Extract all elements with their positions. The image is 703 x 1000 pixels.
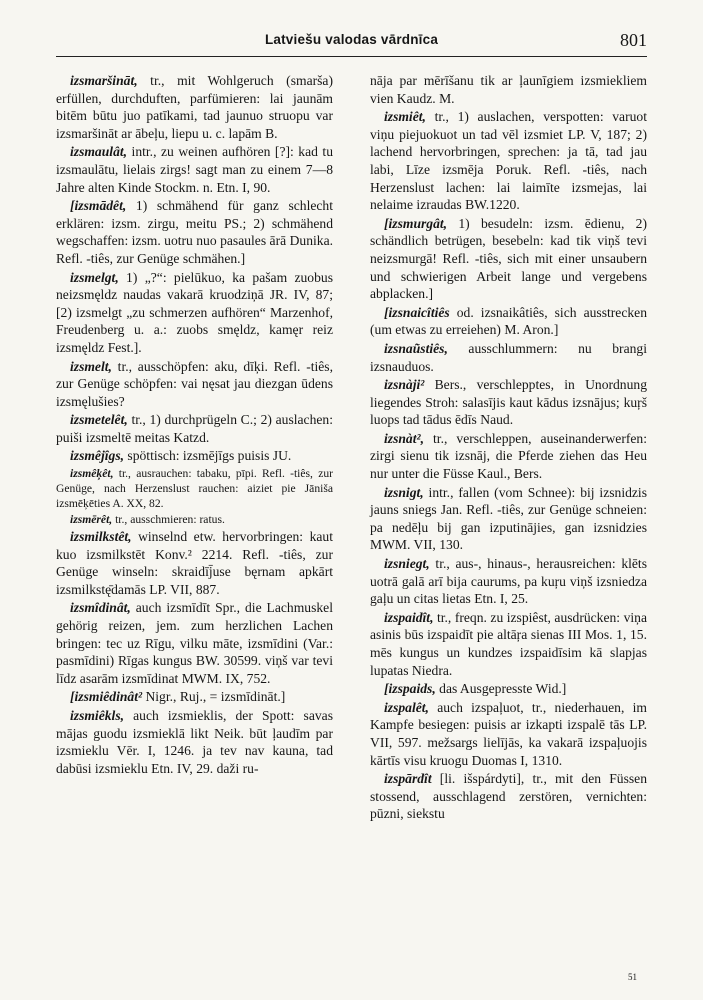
dictionary-entry bbox=[56, 411, 333, 446]
headword: izsmiêt, bbox=[384, 109, 426, 125]
dictionary-entry bbox=[370, 555, 647, 608]
entry-definition: tr., ausrauchen: tabaku, pīpi. Refl. -tiês, zur Genüge, nach Herzenslust rauchen: aiziet pie Jāniša izsmēķēties A. XX, 82. bbox=[56, 467, 333, 511]
entry-definition: tr., aus-, hinaus-, herausreichen: klēts uotrā galā arī bija caurums, pa kuŗu viņš izsniedza gaļu un citas lietas Etn. I, 25. bbox=[370, 556, 647, 607]
entry-definition: tr., mit Wohlgeruch (smarša) erfüllen, durchduften, parfümieren: lai jaunām bitēm būtu juo patīkami, tad jaunuo struopu var izsmaršināt ar ābeļu, liepu u. c. lapām B. bbox=[56, 73, 333, 141]
headword: izsmelgt, bbox=[70, 269, 119, 285]
headword: [izsmurgât, bbox=[384, 215, 448, 231]
headword: [izsmādêt, bbox=[70, 198, 127, 214]
headword: [izspaids, bbox=[384, 681, 436, 697]
text-columns bbox=[56, 72, 647, 966]
entry-definition: nāja par mērīšanu tik ar ļaunīgiem izsmiekliem vien Kaudz. M. bbox=[370, 73, 647, 106]
entry-definition: tr., 1) durchprügeln C.; 2) auslachen: puiši izsmeltē meitas Katzd. bbox=[56, 412, 333, 445]
headword: izsnigt, bbox=[384, 484, 424, 500]
dictionary-entry bbox=[56, 599, 333, 687]
entry-definition: 1) schmähend für ganz schlecht erklären: izsm. zirgu, meitu PS.; 2) schmähend wegschaffen: izsm. uotru nuo pasaules ārā Dunika. Refl. -tiês, zur Genüge schmähen.] bbox=[56, 198, 333, 266]
dictionary-entry bbox=[370, 609, 647, 679]
dictionary-entry bbox=[56, 358, 333, 411]
entry-definition: tr., freqn. zu izspiêst, ausdrücken: viņa asinis būs izspaidīt pie altāŗa sienas III Mos. 1, 15. mēs kungus un kundzes izspaidīsim kā slapjas lupatas Niedra. bbox=[370, 609, 647, 678]
page-header bbox=[56, 30, 647, 57]
dictionary-entry bbox=[56, 197, 333, 267]
entry-definition: winselnd etw. hervorbringen: kaut kuo izsmilkstēt Konv.² 2214. Refl. -tiês, zur Genüge winseln: skraidīj̄use bęrnam apkārt izsmilkstę̄damās LP. VII, 887. bbox=[56, 529, 333, 597]
entry-definition: tr., 1) auslachen, verspotten: varuot viņu piejuokuot un tad vēl izsmiet LP. V, 187; 2) lachend hervorbringen, sprechen: ja tā, tad jau labi, Līze izsmēja Poruk. Refl. -tiês, nach Herzenslust lachen: lai laimīte izsmejas, lai nelaime izraudas BW.1220. bbox=[370, 109, 647, 213]
dictionary-entry bbox=[56, 688, 333, 706]
dictionary-entry bbox=[370, 72, 647, 107]
headword: izsmaulât, bbox=[70, 144, 128, 160]
entry-definition: auch izsmīdīt Spr., die Lachmuskel gehörig reizen, jem. zum herzlichen Lachen bringen: tec uz Rīgu, vilku mātе, izsmīdini (Var.: pasmīdini) Rīgas kungus BW. 30599. viņš var tevi līdz asarām izsmīdinat MWM. IX, 752. bbox=[56, 600, 333, 686]
entry-definition: Nigr., Ruj., = izsmīdināt.] bbox=[142, 689, 286, 705]
headword: izsnàt², bbox=[384, 430, 424, 446]
entry-definition: tr., ausschmieren: ratus. bbox=[112, 513, 225, 527]
headword: izsmērêt, bbox=[70, 513, 113, 527]
dictionary-entry bbox=[56, 72, 333, 142]
dictionary-entry bbox=[56, 466, 333, 511]
dictionary-entry bbox=[370, 340, 647, 375]
headword: [izsmiêdinât² bbox=[70, 689, 143, 705]
headword: izspalêt, bbox=[384, 699, 429, 715]
headword: izspārdît bbox=[384, 771, 432, 787]
dictionary-entry bbox=[370, 376, 647, 429]
headword: izsmiêkls, bbox=[70, 708, 125, 723]
headword: izsmetelêt, bbox=[70, 412, 128, 428]
dictionary-entry bbox=[370, 484, 647, 554]
headword: izsniegt, bbox=[384, 556, 430, 572]
entry-definition: Bers., verschlepptes, in Unordnung liegendes Stroh: salasījis kaut kādus izsnājus; kuŗš luops tad tādus ēdīs Naud. bbox=[370, 377, 647, 428]
dictionary-entry bbox=[370, 108, 647, 214]
headword: izsmîdinât, bbox=[70, 600, 131, 616]
dictionary-entry bbox=[56, 143, 333, 196]
dictionary-entry bbox=[56, 528, 333, 598]
dictionary-entry bbox=[370, 215, 647, 303]
entry-definition: tr., ausschöpfen: aku, dīķi. Refl. -tiês, zur Genüge schöpfen: vai nęsat jau diezgan ūdens izsmęlušies? bbox=[56, 358, 333, 409]
headword: izsmaršināt, bbox=[70, 73, 138, 88]
entry-definition: spöttisch: izsmējīgs puisis JU. bbox=[124, 448, 292, 464]
right-column bbox=[370, 72, 647, 966]
entry-definition: intr., zu weinen aufhören [?]: kad tu izsmaulātu, lielais zirgs! sagt man zu einem 7—8 Jahre alten Kinde Stockm. n. Etn. I, 90. bbox=[56, 144, 333, 195]
entry-definition: [li. išspárdyti], tr., mit den Füssen stossend, ausschlagend zerstören, vernichten: pūzni, siekstu bbox=[370, 771, 647, 822]
dictionary-entry bbox=[370, 304, 647, 339]
entry-definition: 1) „?“: pielūkuo, ka pašam zuobus neizsmęldz naudas vakarā kruodziņā JR. IV, 87; [2) izsmelgt „zu schmerzen aufhören“ Marzenhof, Freudenberg u. a.: zuobs smęldz, kamęr reiz izsmęldz Fest.]. bbox=[56, 269, 333, 355]
entry-definition: tr., verschleppen, auseinanderwerfen: zirgi sienu tik izsnāj, die Pferde ziehen das Heu nur unter die Füsse Kaul., Bers. bbox=[370, 430, 647, 482]
headword: izsmêjîgs, bbox=[70, 448, 125, 464]
headword: izsnaũstiês, bbox=[384, 340, 448, 356]
headword: izsmilkstêt, bbox=[70, 529, 132, 545]
entry-definition: auch izsmieklis, der Spott: savas mājas guodu izsmieklā likt Neik. būt ļaudīm par izsmieklu Vēr. I, 1246. ja tev nav kauna, tad dabūsi izsmieklu Etn. IV, 29. dažі ru- bbox=[56, 708, 333, 776]
entry-definition: 1) besudeln: izsm. ēdienu, 2) schändlich betrügen, besebeln: kad tik viņš tevi neizsmurgā! Refl. -tiês, sich mit einer unsaubern und schwierigen Arbeit lange und vergebens abplacken.] bbox=[370, 215, 647, 302]
entry-definition: ausschlummern: nu brangi izsnauduos. bbox=[370, 340, 647, 374]
entry-definition: das Ausgepresste Wid.] bbox=[435, 681, 567, 697]
page-number: 801 bbox=[620, 30, 647, 50]
entry-definition: intr., fallen (vom Schnee): bij izsnidzis jauns sniegs Jan. Refl. -tiês, zur Genüge schneien: pa nedēļu bij gan izputinājies, gan izsnidzies MWM. VII, 130. bbox=[370, 484, 647, 553]
left-column bbox=[56, 72, 333, 966]
printer-signature: 51 bbox=[628, 972, 637, 982]
dictionary-entry bbox=[56, 707, 333, 777]
headword: izspaidît, bbox=[384, 609, 434, 625]
entry-definition: od. izsnaikâtiês, sich ausstrecken (um etwas zu erreiehen) M. Aron.] bbox=[370, 304, 647, 338]
headword: izsmêķêt, bbox=[70, 467, 114, 481]
dictionary-entry bbox=[370, 770, 647, 823]
running-title: Latviešu valodas vārdnīca bbox=[264, 32, 439, 47]
headword: izsmelt, bbox=[70, 358, 112, 374]
dictionary-entry bbox=[370, 699, 647, 769]
dictionary-entry bbox=[56, 269, 333, 357]
headword: izsnàji² bbox=[384, 377, 425, 393]
dictionary-entry bbox=[370, 430, 647, 483]
dictionary-entry bbox=[370, 680, 647, 698]
dictionary-entry bbox=[56, 512, 333, 527]
headword: [izsnaicîtiês bbox=[384, 304, 450, 320]
dictionary-entry bbox=[56, 447, 333, 465]
entry-definition: auch izspaļuot, tr., niederhauen, im Kampfe besiegen: puisis ar izkapti izspalē tās LP. VII, 597. mežsargs lielījās, ka vakarā izspaļuojis kārtīs visu kruogu Duomas I, 1310. bbox=[370, 699, 647, 768]
